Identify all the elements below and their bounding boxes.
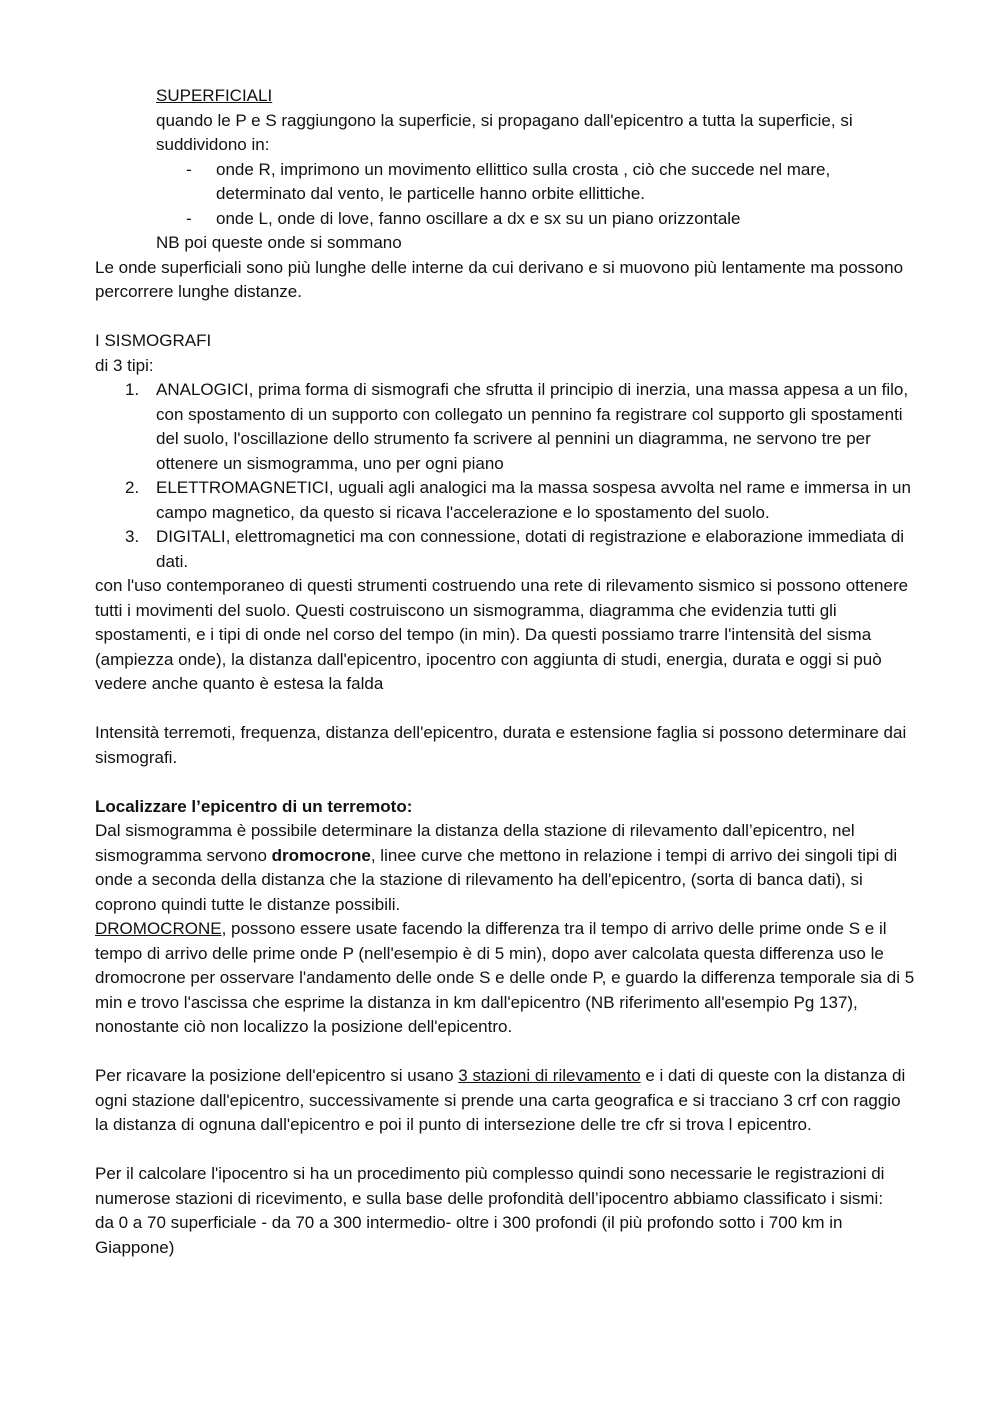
section-heading-localizzare: Localizzare l’epicentro di un terremoto: (95, 796, 413, 816)
list-item (125, 476, 915, 525)
underlined-term-stazioni: 3 stazioni di rilevamento (458, 1066, 641, 1085)
blank-line (95, 1040, 915, 1065)
underlined-term-dromocrone: DROMOCRONE (95, 919, 222, 938)
list-marker: 1. (125, 380, 140, 399)
list-marker: - (186, 208, 192, 228)
bold-term-dromocrone: dromocrone (271, 845, 371, 865)
list-item (186, 158, 915, 207)
ipocentro-paragraph-1: Per il calcolare l'ipocentro si ha un procedimento più complesso quindi sono necessarie le registrazioni di numerose stazioni di ricevimento, e sulla base delle profondità dell’ipocentro abbiamo classificato i sismi: (95, 1164, 885, 1208)
superficiali-nb: NB poi queste onde si sommano (156, 233, 402, 252)
blank-line (95, 305, 915, 330)
blank-line (95, 770, 915, 795)
list-item (125, 378, 915, 476)
text-run: Dal sismogramma è possibile determinare la distanza della stazione di rilevamento dall’epicentro, nel sismogramma servono (95, 821, 855, 865)
list-item (125, 525, 915, 574)
ipocentro-paragraph-2: da 0 a 70 superficiale - da 70 a 300 intermedio- oltre i 300 profondi (il più profondo sotto i 700 km in Giappone) (95, 1213, 843, 1257)
section-heading-sismografi: I SISMOGRAFI (95, 331, 212, 350)
paragraph-intensita: Intensità terremoti, frequenza, distanza dell'epicentro, durata e estensione faglia si possono determinare dai sismografi. (95, 723, 907, 767)
paragraph-onde-superficiali: Le onde superficiali sono più lunghe delle interne da cui derivano e si muovono più lentamente ma possono percorrere lunghe distanze. (95, 257, 904, 301)
list-item-text: onde R, imprimono un movimento ellittico sulla crosta , ciò che succede nel mare, determinato dal vento, le particelle hanno orbite ellittiche. (216, 159, 831, 203)
list-marker: 2. (125, 478, 140, 497)
list-item-text: ELETTROMAGNETICI, uguali agli analogici ma la massa sospesa avvolta nel rame e immersa in un campo magnetico, da questo si ricava l'accelerazione e lo spostamento del suolo. (156, 478, 911, 522)
text-run: , linee curve che mettono in relazione i tempi di arrivo dei singoli tipi di onde a seconda della distanza che la stazione di rilevamento ha dell'epicentro, (sorta di banca dati), si coprono quindi tutte le distanze possibili. (95, 845, 898, 914)
localizzare-paragraph-2 (95, 917, 915, 1040)
list-marker: 3. (125, 527, 140, 546)
list-item-text: ANALOGICI, prima forma di sismografi che sfrutta il principio di inerzia, una massa appesa a un filo, con spostamento di un supporto con collegato un pennino fa registrare col supporto gli spostamenti del suolo, l'oscillazione dello strumento fa scrivere al pennini un diagramma, ne servono tre per ottenere un sismogramma, uno per ogni piano (156, 380, 909, 473)
text-run: e i dati di queste con la distanza di ogni stazione dall'epicentro, successivamente si prende una carta geografica e si tracciano 3 crf con raggio la distanza di ognuna dall'epicentro e poi il punto di intersezione delle tre cfr si trova l epicentro. (95, 1066, 906, 1134)
sismografi-after-paragraph: con l'uso contemporaneo di questi strumenti costruendo una rete di rilevamento sismico si possono ottenere tutti i movimenti del suolo. Questi costruiscono un sismogramma, diagramma che evidenzia tutti gli spostamenti, e i tipi di onde nel corso del tempo (in min). Da questi possiamo trarre l'intensità del sisma (ampiezza onde), la distanza dall'epicentro, ipocentro con aggiunta di studi, energia, durata e oggi si può vedere anche quanto è estesa la falda (95, 576, 909, 693)
list-marker: - (186, 159, 192, 179)
document-page (95, 84, 915, 1260)
list-item-text: DIGITALI, elettromagnetici ma con connessione, dotati di registrazione e elaborazione immediata di dati. (156, 527, 905, 571)
superficiali-list (186, 158, 915, 232)
sismografi-list (125, 378, 915, 574)
list-item (186, 207, 915, 232)
superficiali-intro: quando le P e S raggiungono la superficie, si propagano dall'epicentro a tutta la superficie, si suddividono in: (156, 110, 853, 154)
text-run: Per ricavare la posizione dell'epicentro si usano (95, 1066, 459, 1085)
sismografi-intro: di 3 tipi: (95, 355, 154, 375)
blank-line (95, 697, 915, 722)
list-item-text: onde L, onde di love, fanno oscillare a dx e sx su un piano orizzontale (216, 208, 741, 228)
localizzare-paragraph-1 (95, 819, 915, 917)
text-run: , possono essere usate facendo la differenza tra il tempo di arrivo delle prime onde S e il tempo di arrivo delle prime onde P (nell'esempio è di 5 min), dopo aver calcolata questa differenza uso le dromocrone per osservare l'andamento delle onde S e delle onde P, e guardo la differenza temporale sia di 5 min e trovo l'ascissa che esprime la distanza in km dall'epicentro (NB riferimento all'esempio Pg 137), nonostante ciò non localizzo la posizione dell'epicentro. (95, 919, 915, 1036)
section-heading-superficiali: SUPERFICIALI (156, 86, 273, 105)
blank-line (95, 1138, 915, 1163)
posizione-paragraph (95, 1064, 915, 1138)
